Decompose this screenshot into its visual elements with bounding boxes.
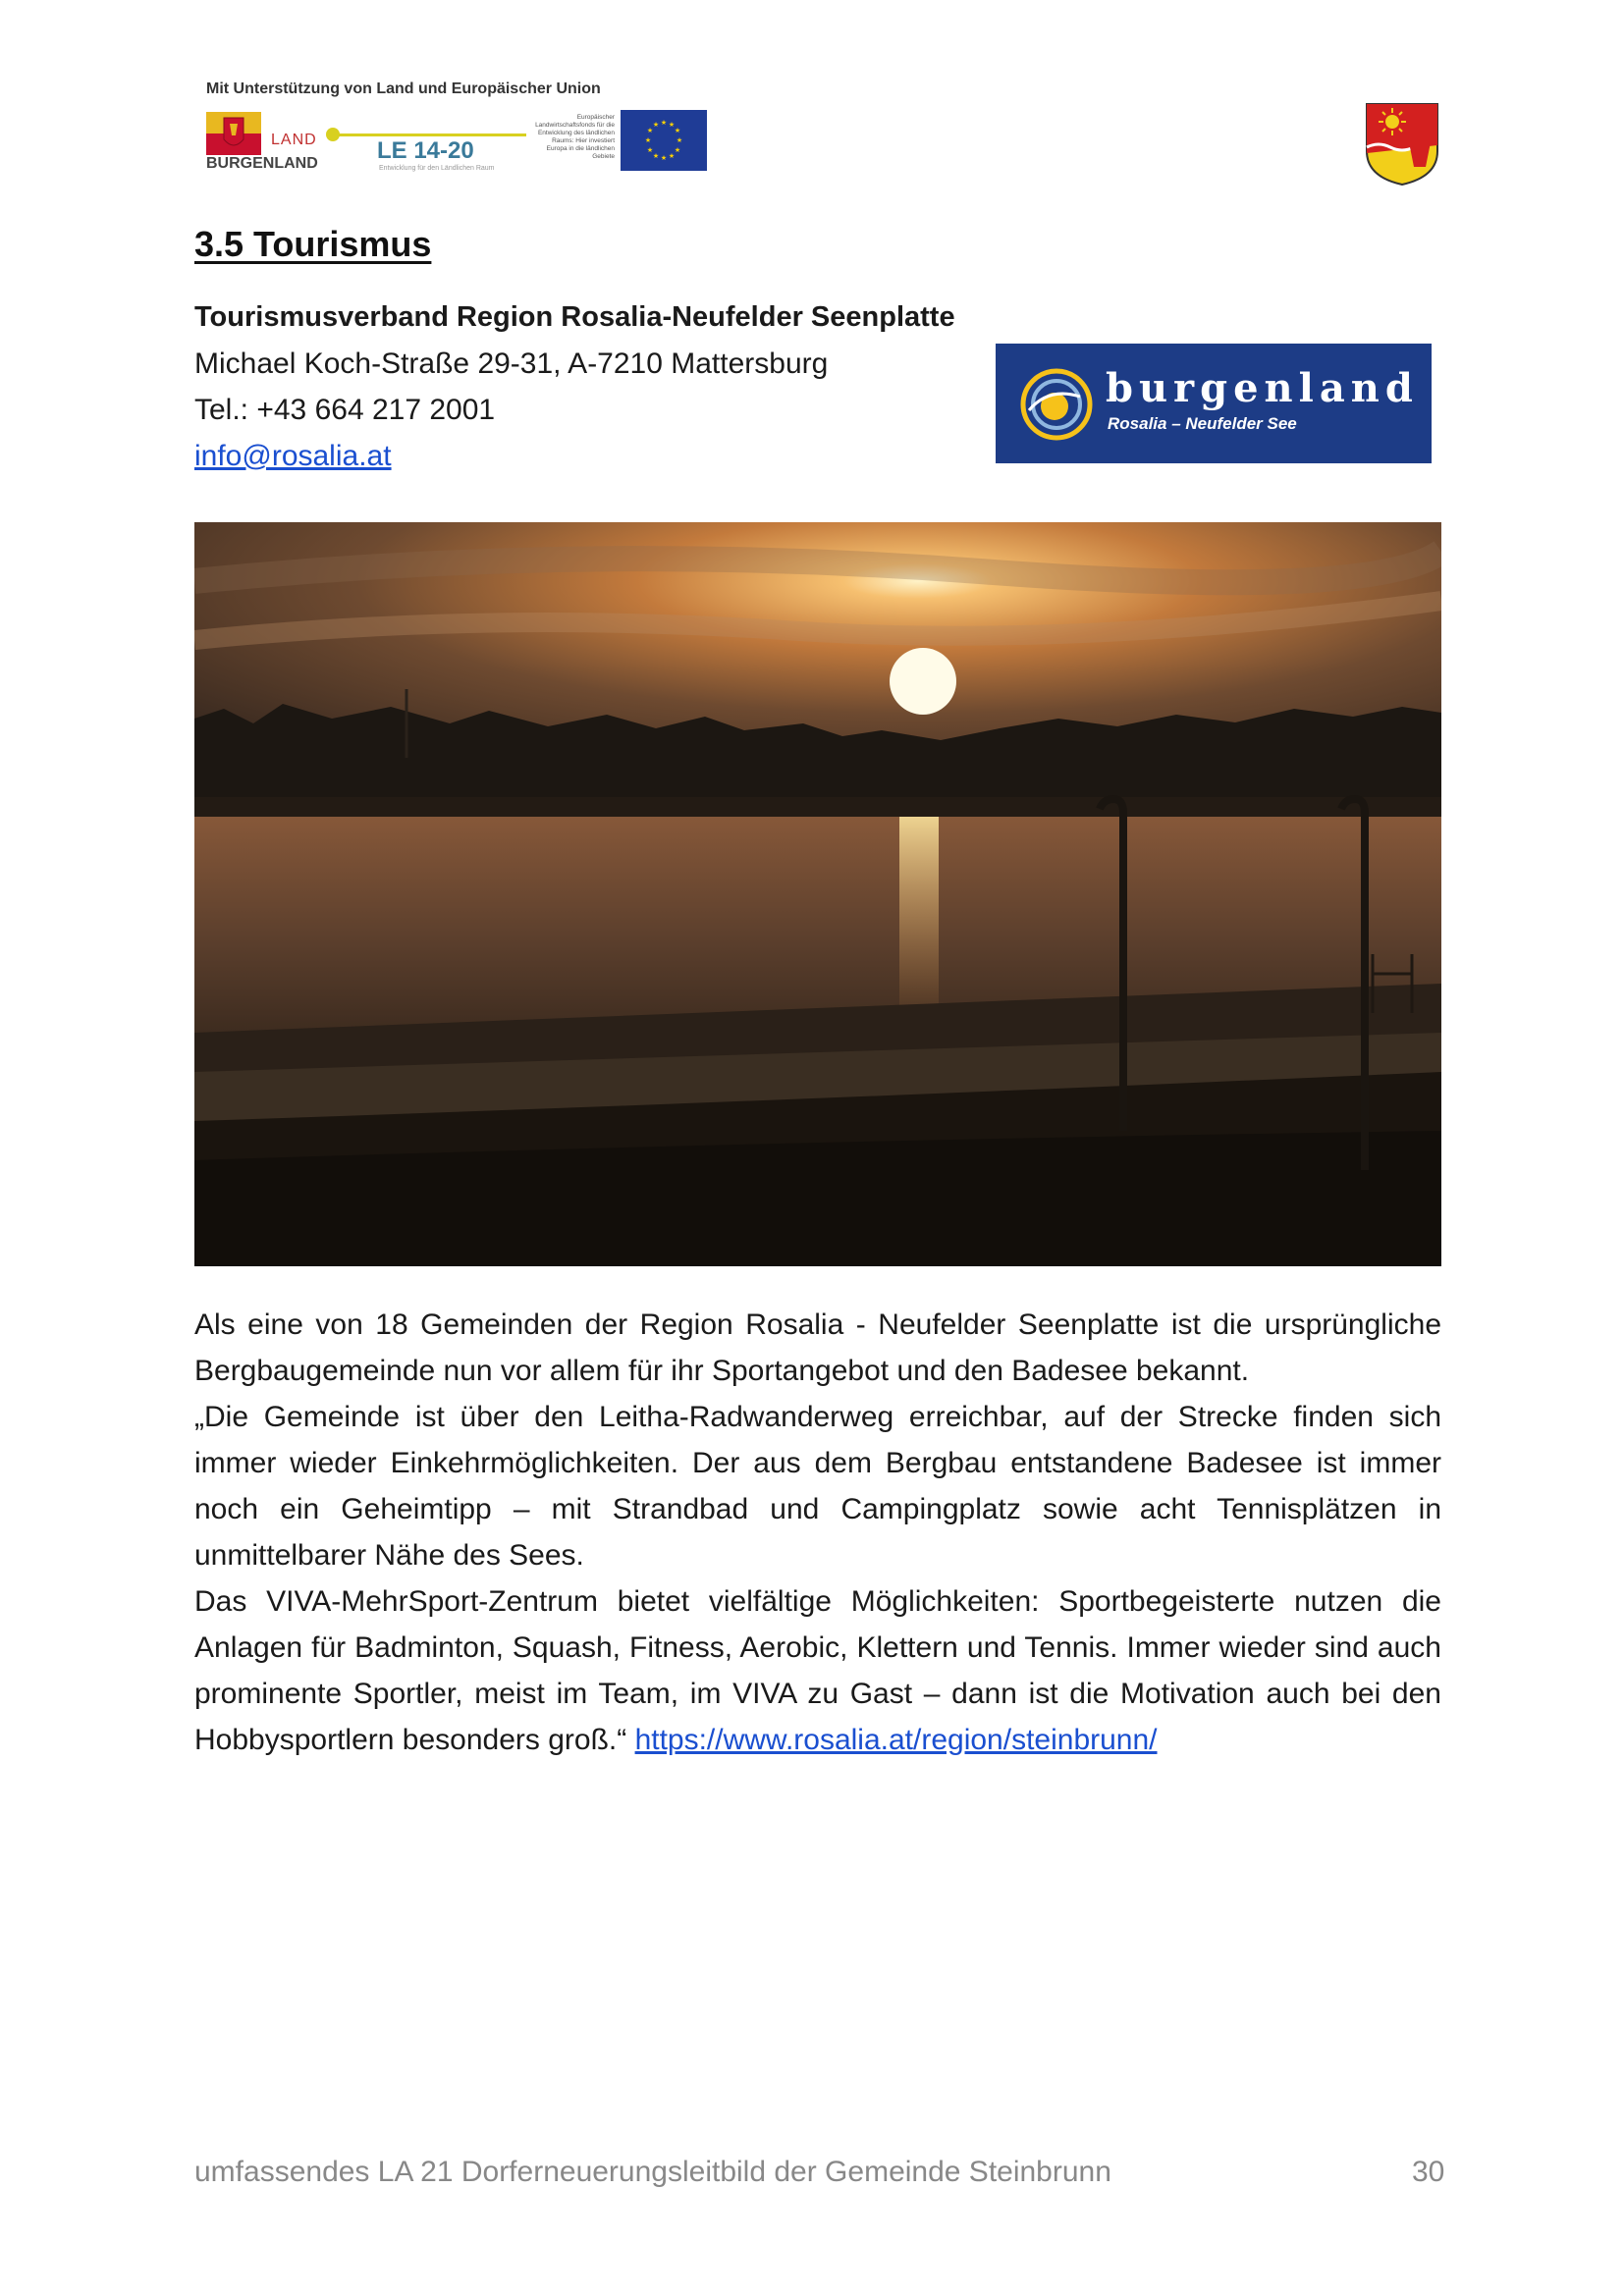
svg-text:★: ★ xyxy=(676,136,683,144)
organization-address: Michael Koch-Straße 29-31, A-7210 Mattersburg xyxy=(194,347,829,380)
le-14-20-logo xyxy=(330,110,526,175)
section-heading: 3.5 Tourismus xyxy=(194,224,432,264)
banner-subtitle: Rosalia – Neufelder See xyxy=(1108,414,1297,433)
burgenland-tourism-banner xyxy=(996,344,1432,463)
eu-flag-icon xyxy=(621,110,707,171)
organization-name: Tourismusverband Region Rosalia-Neufelder Seenplatte xyxy=(194,301,955,333)
funding-caption: Mit Unterstützung von Land und Europäischer Union xyxy=(206,80,601,97)
body-paragraph-text: Das VIVA-MehrSport-Zentrum bietet vielfältige Möglichkeiten: Sportbegeisterte nutzen die Anlagen für Badminton, Squash, Fitness, Aerobic, Klettern und Tennis. Immer wieder sind auch prominente Sportler, meist im Team, im VIVA zu Gast – dann ist die Motivation auch bei den Hobbysportlern besonders groß.“ xyxy=(194,1585,1441,1756)
logo-le-text: LE 14-20 xyxy=(377,137,474,164)
eu-fund-text: Europäischer Landwirtschaftsfonds für die Entwicklung des ländlichen Raums: Hier investiert Europa in die ländlichen Gebiete xyxy=(535,114,615,160)
page-number: 30 xyxy=(1412,2156,1445,2188)
svg-text:★: ★ xyxy=(674,127,681,134)
email-link[interactable]: info@rosalia.at xyxy=(194,440,392,472)
body-paragraph xyxy=(194,1578,1441,1763)
footer-title: umfassendes LA 21 Dorferneuerungsleitbild der Gemeinde Steinbrunn xyxy=(194,2156,1111,2188)
svg-text:★: ★ xyxy=(644,136,652,144)
burgenland-flag-icon xyxy=(206,112,261,155)
body-paragraph: Als eine von 18 Gemeinden der Region Rosalia - Neufelder Seenplatte ist die ursprüngliche Bergbaugemeinde nun vor allem für ihr Sportangebot und den Badesee bekannt. xyxy=(194,1308,1441,1387)
svg-text:★: ★ xyxy=(652,121,660,129)
svg-text:★: ★ xyxy=(652,152,660,160)
organization-phone: Tel.: +43 664 217 2001 xyxy=(194,394,496,426)
source-link[interactable]: https://www.rosalia.at/region/steinbrunn/ xyxy=(634,1724,1158,1756)
logo-land-line1: LAND xyxy=(271,132,317,148)
svg-text:★: ★ xyxy=(668,152,676,160)
logo-land-line2: BURGENLAND xyxy=(206,155,318,172)
lake-sunset-photo xyxy=(194,522,1441,1266)
svg-text:★: ★ xyxy=(660,119,668,127)
body-paragraph: „Die Gemeinde ist über den Leitha-Radwanderweg erreichbar, auf der Strecke finden sich immer wieder Einkehrmöglichkeiten. Der aus dem Bergbau entstandene Badesee ist immer noch ein Geheimtipp – mit Strandbad und Campingplatz sowie acht Tennisplätzen in unmittelbarer Nähe des Sees. xyxy=(194,1401,1441,1572)
svg-text:★: ★ xyxy=(660,154,668,162)
banner-word: burgenland xyxy=(1106,365,1419,411)
svg-text:★: ★ xyxy=(646,146,654,154)
body-text xyxy=(194,1302,1441,1763)
logo-le-sub: Entwicklung für den Ländlichen Raum xyxy=(379,165,495,172)
le-dot-icon xyxy=(326,128,340,141)
svg-text:★: ★ xyxy=(674,146,681,154)
svg-text:★: ★ xyxy=(668,121,676,129)
svg-text:★: ★ xyxy=(646,127,654,134)
land-burgenland-logo xyxy=(206,108,324,173)
steinbrunn-coat-of-arms-icon xyxy=(1365,102,1439,187)
sun-swirl-logo-icon xyxy=(1019,367,1094,442)
